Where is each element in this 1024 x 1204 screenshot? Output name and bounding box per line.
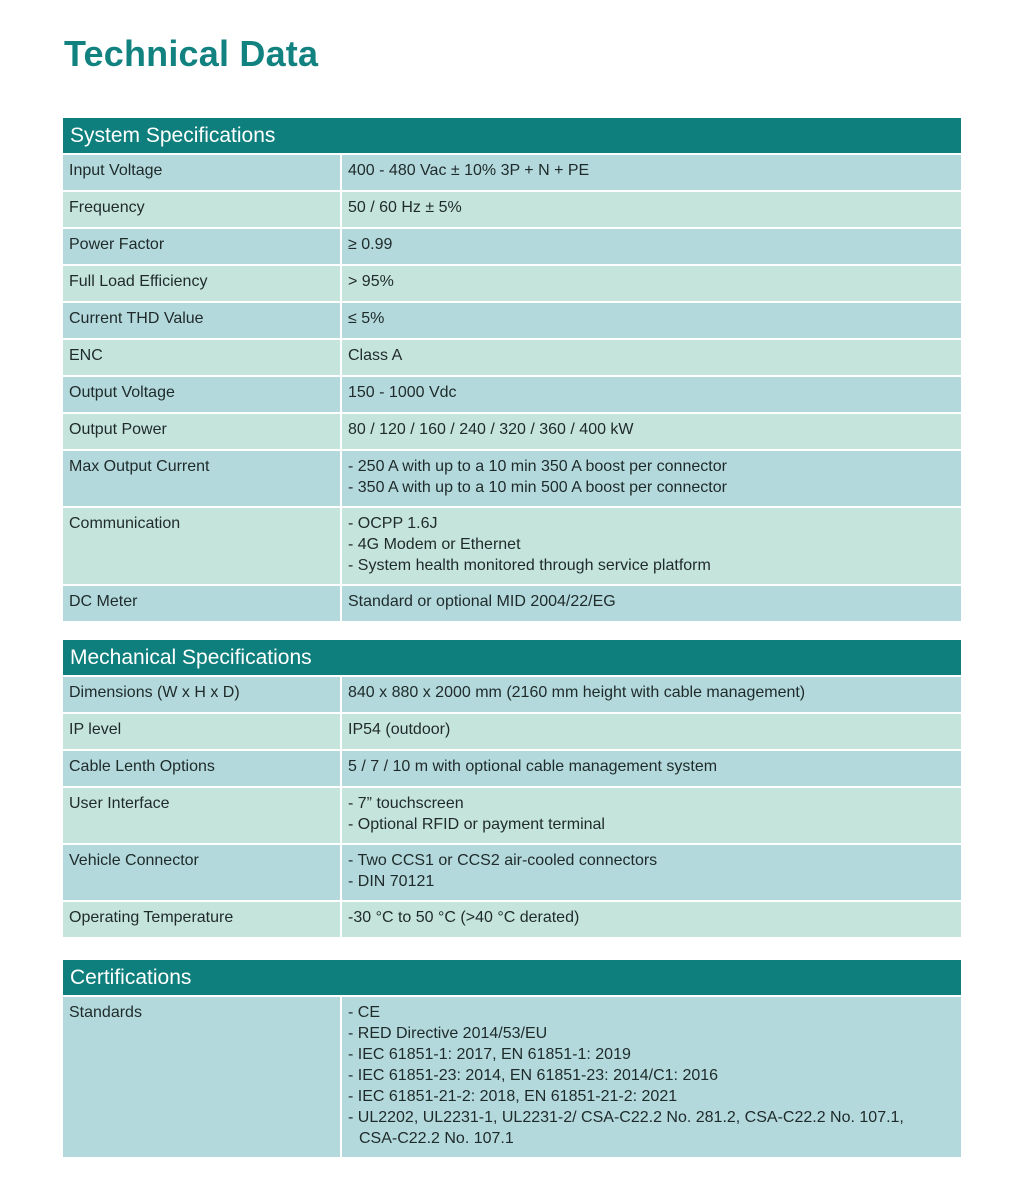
spec-value <box>342 508 961 584</box>
spec-value-line: - UL2202, UL2231-1, UL2231-2/ CSA-C22.2 No. 281.2, CSA-C22.2 No. 107.1, <box>348 1109 904 1126</box>
spec-row <box>63 902 961 937</box>
certifications-table <box>63 960 961 1157</box>
mechanical-specifications-table <box>63 640 961 937</box>
spec-label: User Interface <box>63 788 340 843</box>
spec-row <box>63 340 961 375</box>
mechanical-specifications-rows <box>63 677 961 937</box>
spec-value-line: - CE <box>348 1004 380 1021</box>
spec-label: Operating Temperature <box>63 902 340 937</box>
spec-value <box>342 788 961 843</box>
spec-value-line: - RED Directive 2014/53/EU <box>348 1025 548 1042</box>
spec-value-line: 5 / 7 / 10 m with optional cable management system <box>348 758 718 775</box>
spec-row <box>63 451 961 506</box>
spec-value <box>342 714 961 749</box>
spec-label: Standards <box>63 997 340 1157</box>
spec-label: Vehicle Connector <box>63 845 340 900</box>
spec-value-line: - Optional RFID or payment terminal <box>348 816 605 833</box>
mechanical-specifications-header: Mechanical Specifications <box>63 640 961 675</box>
spec-value-line: - OCPP 1.6J <box>348 515 438 532</box>
spec-label: Communication <box>63 508 340 584</box>
spec-value-line: CSA-C22.2 No. 107.1 <box>359 1130 514 1147</box>
spec-value <box>342 155 961 190</box>
spec-row <box>63 229 961 264</box>
spec-value <box>342 340 961 375</box>
spec-label: Dimensions (W x H x D) <box>63 677 340 712</box>
spec-label: Cable Lenth Options <box>63 751 340 786</box>
spec-row <box>63 677 961 712</box>
spec-row <box>63 192 961 227</box>
spec-value-line: 840 x 880 x 2000 mm (2160 mm height with cable management) <box>348 684 806 701</box>
spec-row <box>63 714 961 749</box>
spec-value-line: - 4G Modem or Ethernet <box>348 536 521 553</box>
spec-row <box>63 997 961 1157</box>
spec-value <box>342 377 961 412</box>
spec-value-line: - 350 A with up to a 10 min 500 A boost per connector <box>348 479 727 496</box>
spec-label: Full Load Efficiency <box>63 266 340 301</box>
page-title: Technical Data <box>64 33 319 74</box>
spec-value <box>342 586 961 621</box>
spec-value <box>342 997 961 1157</box>
spec-row <box>63 788 961 843</box>
spec-value-line: Class A <box>348 347 403 364</box>
spec-value-line: - IEC 61851-23: 2014, EN 61851-23: 2014/C1: 2016 <box>348 1067 719 1084</box>
spec-value-line: IP54 (outdoor) <box>348 721 451 738</box>
spec-row <box>63 155 961 190</box>
spec-label: Power Factor <box>63 229 340 264</box>
spec-value <box>342 451 961 506</box>
spec-row <box>63 266 961 301</box>
spec-value-line: 80 / 120 / 160 / 240 / 320 / 360 / 400 kW <box>348 421 634 438</box>
spec-row <box>63 586 961 621</box>
spec-value <box>342 677 961 712</box>
spec-row <box>63 303 961 338</box>
spec-label: ENC <box>63 340 340 375</box>
spec-value-line: > 95% <box>348 273 394 290</box>
spec-value-line: ≤ 5% <box>348 310 385 327</box>
spec-value <box>342 845 961 900</box>
spec-label: IP level <box>63 714 340 749</box>
spec-value-line: - DIN 70121 <box>348 873 435 890</box>
system-specifications-table <box>63 118 961 621</box>
spec-value-line: 50 / 60 Hz ± 5% <box>348 199 462 216</box>
spec-value-line: - 250 A with up to a 10 min 350 A boost per connector <box>348 458 727 475</box>
spec-value <box>342 266 961 301</box>
spec-label: Frequency <box>63 192 340 227</box>
spec-value-line: 400 - 480 Vac ± 10% 3P + N + PE <box>348 162 590 179</box>
spec-value <box>342 229 961 264</box>
certifications-header: Certifications <box>63 960 961 995</box>
certifications-rows <box>63 997 961 1157</box>
spec-value-line: - Two CCS1 or CCS2 air-cooled connectors <box>348 852 658 869</box>
spec-row <box>63 845 961 900</box>
spec-row <box>63 377 961 412</box>
spec-value-line: - IEC 61851-21-2: 2018, EN 61851-21-2: 2021 <box>348 1088 678 1105</box>
spec-value <box>342 303 961 338</box>
system-specifications-rows <box>63 155 961 621</box>
spec-label: Current THD Value <box>63 303 340 338</box>
spec-value-line: - IEC 61851-1: 2017, EN 61851-1: 2019 <box>348 1046 631 1063</box>
spec-label: Max Output Current <box>63 451 340 506</box>
spec-value <box>342 751 961 786</box>
spec-value-line: - 7” touchscreen <box>348 795 464 812</box>
spec-value <box>342 902 961 937</box>
spec-value <box>342 192 961 227</box>
system-specifications-header: System Specifications <box>63 118 961 153</box>
spec-value-line: Standard or optional MID 2004/22/EG <box>348 593 616 610</box>
spec-row <box>63 414 961 449</box>
spec-value-line: ≥ 0.99 <box>348 236 393 253</box>
spec-value-line: 150 - 1000 Vdc <box>348 384 457 401</box>
spec-row <box>63 508 961 584</box>
spec-label: Input Voltage <box>63 155 340 190</box>
spec-row <box>63 751 961 786</box>
spec-label: Output Power <box>63 414 340 449</box>
spec-value-line: - System health monitored through service platform <box>348 557 711 574</box>
spec-label: DC Meter <box>63 586 340 621</box>
spec-value-line: -30 °C to 50 °C (>40 °C derated) <box>348 909 580 926</box>
spec-label: Output Voltage <box>63 377 340 412</box>
spec-value <box>342 414 961 449</box>
